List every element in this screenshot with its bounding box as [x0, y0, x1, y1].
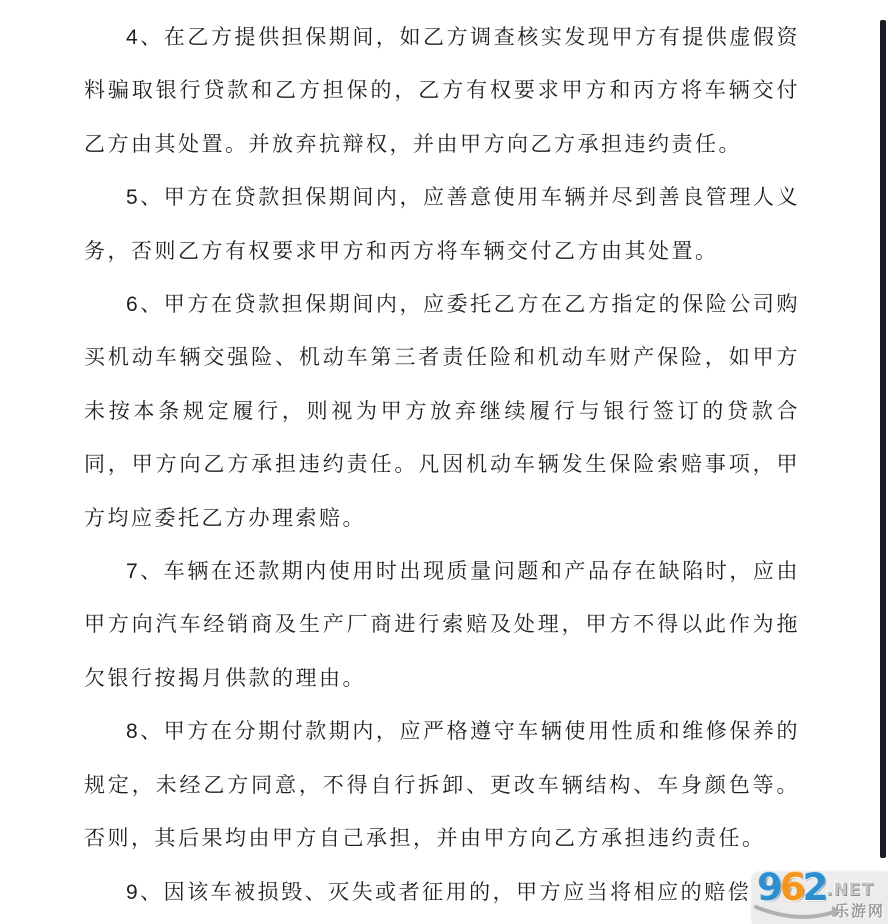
contract-clause-8: 8、甲方在分期付款期内，应严格遵守车辆使用性质和维修保养的规定，未经乙方同意，不得自行拆卸、更改车辆结构、车身颜色等。否则，其后果均由甲方自己承担，并由甲方向乙方承担违约责任。 [84, 720, 800, 851]
contract-clause-6: 6、甲方在贷款担保期间内，应委托乙方在乙方指定的保险公司购买机动车辆交强险、机动车第三者责任险和机动车财产保险，如甲方未按本条规定履行，则视为甲方放弃继续履行与银行签订的贷款合同，甲方向乙方承担违约责任。凡因机动车辆发生保险索赔事项，甲方均应委托乙方办理索赔。 [84, 293, 800, 530]
contract-clause-9: 9、因该车被损毁、灭失或者征用的，甲方应当将相应的赔偿 [126, 880, 752, 904]
site-watermark-badge [752, 866, 888, 924]
contract-clause-5: 5、甲方在贷款担保期间内，应善意使用车辆并尽到善良管理人义务，否则乙方有权要求甲方和丙方将车辆交付乙方由其处置。 [84, 186, 800, 263]
watermark-digit-9: 9 [757, 866, 780, 909]
swoosh-arrow-icon [754, 904, 846, 922]
scrollbar-thumb[interactable] [880, 20, 886, 858]
contract-clause-7: 7、车辆在还款期内使用时出现质量问题和产品存在缺陷时，应由甲方向汽车经销商及生产厂商进行索赔及处理，甲方不得以此作为拖欠银行按揭月供款的理由。 [84, 560, 800, 690]
watermark-net-label: .NET [826, 880, 874, 900]
watermark-site-name: 乐游网 [833, 903, 885, 920]
watermark-digit-6: 6 [779, 866, 803, 909]
watermark-digit-2: 2 [802, 866, 826, 909]
contract-text-body [84, 11, 800, 919]
contract-clause-4: 4、在乙方提供担保期间，如乙方调查核实发现甲方有提供虚假资料骗取银行贷款和乙方担保的，乙方有权要求甲方和丙方将车辆交付乙方由其处置。并放弃抗辩权，并由甲方向乙方承担违约责任。 [84, 26, 800, 156]
watermark-962-logo [757, 866, 825, 909]
